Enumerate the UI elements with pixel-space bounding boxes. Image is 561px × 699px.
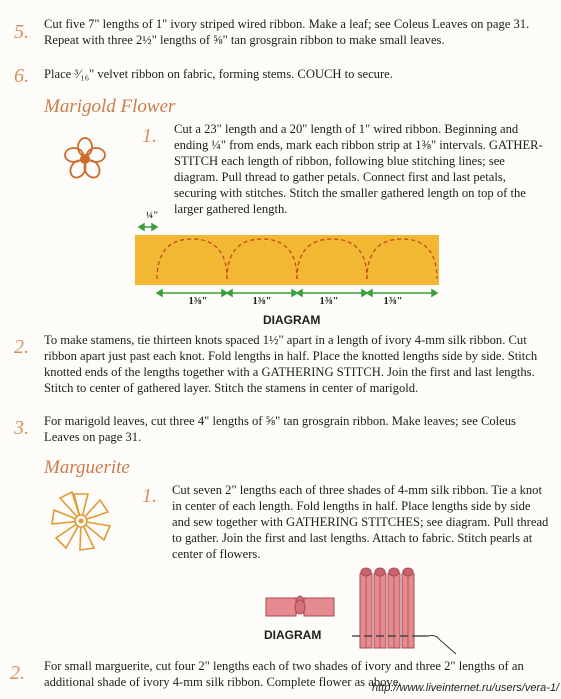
watermark-url[interactable]: http://www.liveinternet.ru/users/vera-1/ (372, 682, 560, 694)
marigold-step-number-2: 2. (14, 336, 29, 358)
marguerite-ribbon-diagram (260, 562, 460, 662)
step-number-5: 5. (14, 21, 29, 43)
measure-label-2: 1⅜" (252, 296, 272, 307)
marigold-step-number-1: 1. (142, 125, 157, 147)
step-text-6: Place ³⁄₁₆" velvet ribbon on fabric, forming stems. COUCH to secure. (44, 67, 393, 81)
marguerite-step-number-2: 2. (10, 662, 25, 684)
measure-label-3: 1⅜" (319, 296, 339, 307)
step-text-5: Cut five 7" lengths of 1" ivory striped wired ribbon. Make a leaf; see Coleus Leaves on page 31. Repeat with three 2½" lengths of ⅝" tan grosgrain ribbon to make small leaves. (44, 17, 530, 47)
marguerite-diagram-label: DIAGRAM (264, 628, 322, 642)
marguerite-step-text-2: For small marguerite, cut four 2" lengths each of two shades of ivory and three 2" lengths of an additional shade of ivory 4-mm silk ribbon. Complete flower as above. (44, 659, 524, 689)
marigold-flower-icon (60, 134, 110, 184)
marigold-step-text-2: To make stamens, tie thirteen knots spaced 1½" apart in a length of ivory 4-mm silk ribbon. Cut ribbon apart just past each knot. Fold lengths in half. Place the knotted lengths side by side. Stitch knotted ends of the lengths together with a GATHERING STITCH. Join the first and last lengths. Stitch to center of gathered layer. Stitch the stamens in center of marigold. (44, 333, 538, 395)
marigold-step-text-1: Cut a 23" length and a 20" length of 1" wired ribbon. Beginning and ending ¼" from ends, mark each ribbon strip at 1⅜" intervals. GATHER-STITCH each length of ribbon, following blue stitching lines; see diagram. Pull thread to gather petals. Connect first and last petals, securing with stitches. Stitch the smaller gathered length on top of the larger gathered length. (174, 122, 543, 216)
section-heading-marigold: Marigold Flower (44, 96, 176, 117)
end-margin-label: ¼" (146, 211, 159, 221)
marguerite-step-text-1: Cut seven 2" lengths each of three shades of 4-mm silk ribbon. Tie a knot in center of each length. Fold lengths in half. Place lengths side by side and sew together with GATHERING STITCHES; see diagram. Pull thread to gather. Join the first and last lengths. Attach to fabric. Stitch pearls at center of flowers. (172, 483, 549, 561)
measure-label-1: 1⅜" (188, 296, 208, 307)
marguerite-flower-icon (48, 488, 114, 554)
marguerite-step-number-1: 1. (142, 485, 157, 507)
step-number-6: 6. (14, 65, 29, 87)
marigold-step-text-3: For marigold leaves, cut three 4" lengths of ⅝" tan grosgrain ribbon. Make leaves; see Coleus Leaves on page 31. (44, 414, 516, 444)
marigold-step-number-3: 3. (14, 417, 29, 439)
section-heading-marguerite: Marguerite (44, 457, 130, 478)
marigold-diagram-label: DIAGRAM (263, 313, 321, 327)
measure-label-4: 1⅜" (383, 296, 403, 307)
